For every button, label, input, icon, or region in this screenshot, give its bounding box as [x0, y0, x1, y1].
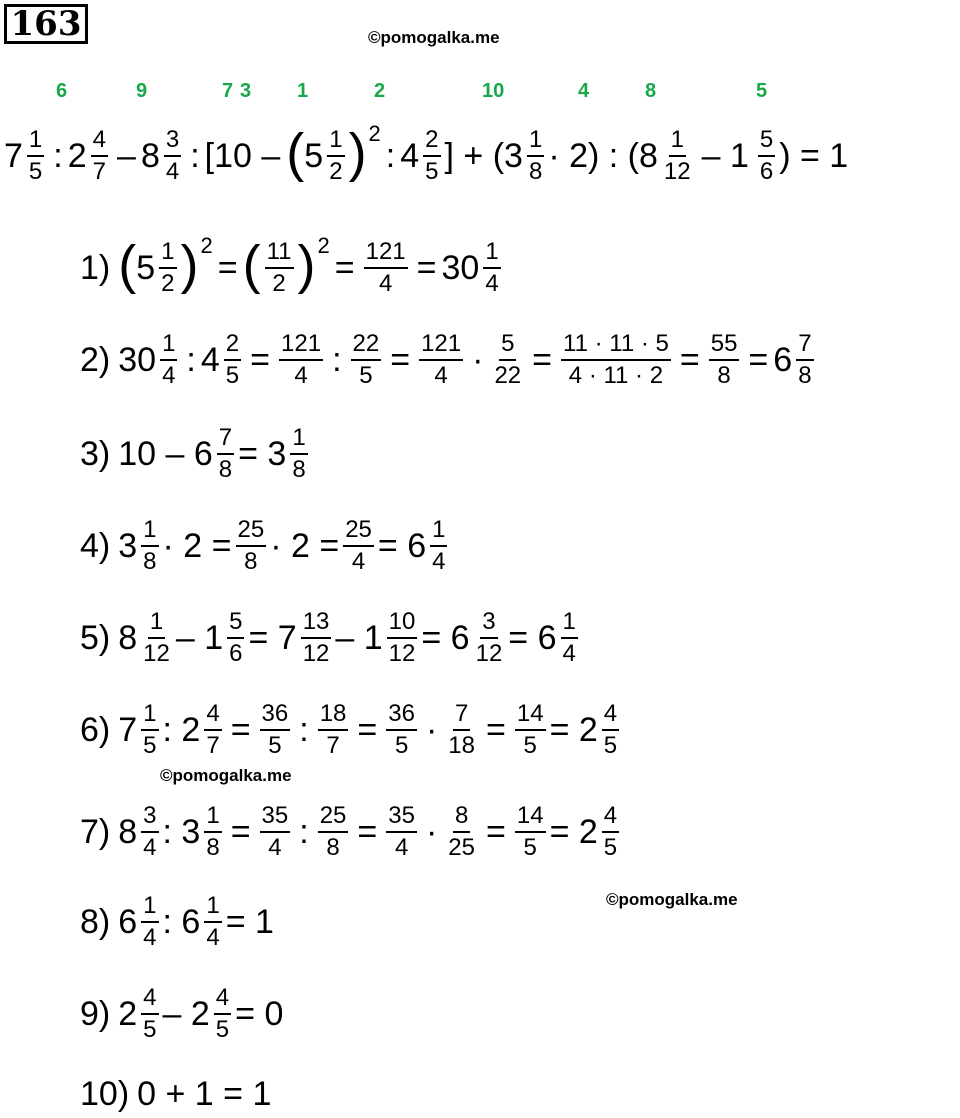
step-term: = 6 [508, 618, 557, 657]
expr-bracket: [10 – [204, 136, 281, 175]
equals-sign: = [217, 248, 238, 287]
fraction-numerator: 36 [386, 702, 417, 731]
exponent: 2 [368, 121, 381, 146]
fraction-denominator: 8 [292, 456, 306, 483]
equals-sign: = [334, 248, 355, 287]
fraction-numerator: 3 [164, 128, 181, 157]
fraction-numerator: 11 · 11 · 5 [561, 332, 671, 361]
fraction-denominator: 6 [229, 640, 243, 667]
step-term: 5 [136, 248, 156, 287]
fraction-denominator: 5 [143, 1016, 157, 1043]
fraction-numerator: 36 [260, 702, 291, 731]
step-7 [80, 790, 623, 874]
fraction-denominator: 12 [143, 640, 170, 667]
step-10 [80, 1070, 271, 1118]
fraction-numerator: 121 [279, 332, 323, 361]
fraction-numerator: 121 [364, 240, 408, 269]
equals-sign: = [486, 710, 506, 749]
left-paren: ( [242, 235, 261, 295]
fraction-denominator: 6 [759, 158, 774, 185]
colon-sign: : [186, 340, 196, 379]
fraction-numerator: 7 [453, 702, 470, 731]
equals-sign: = [230, 812, 251, 851]
fraction-denominator: 4 [485, 270, 499, 297]
fraction-numerator: 1 [141, 894, 158, 923]
step-label: 10) [80, 1074, 130, 1113]
step-6 [80, 688, 623, 772]
fraction-denominator: 5 [425, 158, 439, 185]
step-term: : 2 [162, 710, 201, 749]
fraction-numerator: 55 [709, 332, 740, 361]
fraction-denominator: 4 [394, 834, 409, 861]
step-term: = 3 [238, 434, 287, 473]
step-term: 6 [118, 902, 138, 941]
fraction-numerator: 4 [91, 128, 108, 157]
colon-sign: : [299, 812, 309, 851]
fraction-denominator: 4 [143, 834, 157, 861]
right-paren: ) [180, 235, 199, 295]
step-term: = 2 [549, 710, 598, 749]
fraction-denominator: 2 [329, 158, 343, 185]
fraction-numerator: 5 [758, 128, 775, 157]
fraction-denominator: 8 [143, 548, 157, 575]
fraction-numerator: 1 [327, 128, 344, 157]
equals-sign: = [748, 340, 769, 379]
step-4 [80, 504, 451, 588]
right-paren: ) [297, 235, 316, 295]
fraction-denominator: 5 [603, 834, 618, 861]
colon-sign: : [332, 340, 342, 379]
task-number-badge: 163 [4, 4, 88, 44]
equals-sign: = [357, 710, 378, 749]
fraction-denominator: 8 [326, 834, 340, 861]
equals-sign: = [679, 340, 700, 379]
expr-result: ) = 1 [779, 136, 849, 175]
fraction-denominator: 7 [92, 158, 107, 185]
step-3 [80, 412, 312, 496]
step-term: 30 [118, 340, 157, 379]
fraction-numerator: 1 [204, 804, 221, 833]
right-paren: ) [348, 123, 367, 183]
step-8 [80, 880, 274, 964]
fraction-denominator: 8 [218, 456, 233, 483]
expr-term: 7 [4, 136, 23, 175]
step-term: 8 [118, 812, 138, 851]
expr-operator: : [190, 136, 200, 175]
fraction-denominator: 8 [717, 362, 731, 389]
step-term: = 7 [248, 618, 297, 657]
fraction-denominator: 4 [165, 158, 180, 185]
step-term: : 6 [162, 902, 201, 941]
fraction-numerator: 14 [515, 804, 546, 833]
step-5 [80, 596, 582, 680]
expr-operator: – [117, 136, 136, 175]
fraction-numerator: 2 [423, 128, 440, 157]
fraction-denominator: 2 [272, 270, 286, 297]
fraction-denominator: 12 [475, 640, 503, 667]
fraction-denominator: 12 [388, 640, 416, 667]
fraction-denominator: 4 [268, 834, 282, 861]
step-term: : 3 [162, 812, 201, 851]
step-term: = 0 [235, 994, 284, 1033]
fraction-numerator: 8 [453, 804, 470, 833]
main-expression [4, 106, 848, 206]
equals-sign: = [250, 340, 271, 379]
step-label: 3) [80, 434, 111, 473]
order-mark: 1 [297, 80, 309, 102]
fraction-denominator: 4 [206, 924, 220, 951]
fraction-numerator: 1 [141, 518, 158, 547]
order-mark: 5 [756, 80, 768, 102]
fraction-denominator: 5 [603, 732, 618, 759]
fraction-denominator: 4 [294, 362, 308, 389]
fraction-numerator: 14 [515, 702, 546, 731]
fraction-denominator: 7 [326, 732, 340, 759]
fraction-denominator: 8 [798, 362, 812, 389]
fraction-denominator: 4 [434, 362, 448, 389]
fraction-numerator: 7 [217, 426, 234, 455]
expr-bracket: ] + (3 [444, 136, 523, 175]
fraction-denominator: 4 [351, 548, 366, 575]
watermark-middle: ©pomogalka.me [160, 766, 292, 785]
fraction-denominator: 7 [206, 732, 220, 759]
fraction-denominator: 12 [663, 158, 691, 185]
fraction-denominator: 25 [448, 834, 475, 861]
fraction-denominator: 5 [394, 732, 409, 759]
fraction-numerator: 1 [159, 240, 176, 269]
expr-operator: : [53, 136, 63, 175]
step-label: 4) [80, 526, 111, 565]
fraction-denominator: 5 [523, 834, 537, 861]
fraction-denominator: 4 [562, 640, 576, 667]
step-label: 6) [80, 710, 111, 749]
dot-sign: · [425, 812, 438, 851]
equals-sign: = [357, 812, 378, 851]
step-label: 1) [80, 248, 111, 287]
left-paren: ( [286, 123, 305, 183]
fraction-numerator: 35 [260, 804, 291, 833]
step-term: 3 [118, 526, 138, 565]
step-label: 7) [80, 812, 111, 851]
step-9 [80, 972, 283, 1056]
step-term: · 2 = [162, 526, 232, 565]
expr-term: 4 [400, 136, 420, 175]
step-1 [80, 226, 505, 310]
fraction-numerator: 1 [527, 128, 544, 157]
expr-bracket: · 2) : (8 [548, 136, 658, 175]
step-term: – 2 [162, 994, 210, 1033]
fraction-denominator: 4 [162, 362, 176, 389]
fraction-numerator: 1 [290, 426, 307, 455]
equals-sign: = [532, 340, 553, 379]
left-paren: ( [118, 235, 137, 295]
expr-term: 2 [67, 136, 87, 175]
fraction-numerator: 3 [141, 804, 158, 833]
step-term: 8 [118, 618, 138, 657]
fraction-numerator: 18 [318, 702, 349, 731]
exponent: 2 [317, 233, 330, 258]
fraction-denominator: 5 [359, 362, 373, 389]
fraction-numerator: 1 [27, 128, 44, 157]
fraction-numerator: 121 [419, 332, 463, 361]
fraction-numerator: 11 [265, 240, 294, 269]
dot-sign: · [425, 710, 438, 749]
fraction-numerator: 7 [796, 332, 813, 361]
expr-term: 5 [304, 136, 324, 175]
fraction-numerator: 10 [387, 610, 418, 639]
step-term: – 1 [175, 618, 224, 657]
fraction-denominator: 8 [244, 548, 258, 575]
fraction-numerator: 3 [480, 610, 497, 639]
order-mark: 9 [136, 80, 148, 102]
equals-sign: = [486, 812, 506, 851]
fraction-denominator: 5 [523, 732, 537, 759]
fraction-numerator: 4 [602, 804, 619, 833]
step-2 [80, 318, 818, 402]
step-term: = 6 [421, 618, 470, 657]
equals-sign: = [390, 340, 411, 379]
colon-sign: : [299, 710, 309, 749]
fraction-denominator: 12 [302, 640, 330, 667]
expr-operator: : [385, 136, 396, 175]
expr-term: 8 [140, 136, 160, 175]
fraction-denominator: 5 [268, 732, 282, 759]
fraction-denominator: 5 [28, 158, 43, 185]
fraction-numerator: 1 [669, 128, 686, 157]
step-label: 8) [80, 902, 111, 941]
exponent: 2 [200, 233, 213, 258]
equals-sign: = [416, 248, 437, 287]
fraction-denominator: 4 · 11 · 2 [568, 362, 664, 389]
fraction-numerator: 1 [141, 702, 158, 731]
fraction-numerator: 1 [148, 610, 165, 639]
order-mark: 2 [374, 80, 386, 102]
fraction-numerator: 35 [386, 804, 417, 833]
dot-sign: · [472, 340, 484, 379]
order-mark: 6 [56, 80, 68, 102]
order-mark: 3 [240, 80, 252, 102]
order-mark: 10 [482, 80, 505, 102]
fraction-denominator: 4 [378, 270, 393, 297]
fraction-numerator: 25 [318, 804, 349, 833]
step-term: 10 – 6 [118, 434, 213, 473]
fraction-numerator: 5 [227, 610, 244, 639]
watermark-top: ©pomogalka.me [368, 28, 500, 47]
fraction-numerator: 13 [301, 610, 332, 639]
step-term: = 6 [377, 526, 427, 565]
fraction-denominator: 8 [528, 158, 543, 185]
fraction-numerator: 4 [204, 702, 221, 731]
watermark-bottom: ©pomogalka.me [606, 890, 738, 909]
fraction-numerator: 1 [561, 610, 578, 639]
order-mark: 7 [222, 80, 234, 102]
fraction-numerator: 1 [483, 240, 500, 269]
fraction-numerator: 22 [351, 332, 382, 361]
step-term: 0 + 1 = 1 [137, 1074, 272, 1113]
fraction-denominator: 22 [494, 362, 522, 389]
fraction-denominator: 4 [432, 548, 446, 575]
fraction-numerator: 4 [214, 986, 231, 1015]
fraction-denominator: 4 [143, 924, 157, 951]
step-term: 7 [118, 710, 138, 749]
fraction-numerator: 5 [499, 332, 516, 361]
step-label: 2) [80, 340, 111, 379]
fraction-numerator: 1 [204, 894, 221, 923]
expr-operator: – 1 [701, 136, 749, 175]
order-mark: 8 [645, 80, 657, 102]
fraction-denominator: 8 [206, 834, 220, 861]
fraction-denominator: 5 [215, 1016, 230, 1043]
fraction-numerator: 1 [160, 332, 177, 361]
fraction-numerator: 4 [141, 986, 158, 1015]
fraction-denominator: 5 [143, 732, 157, 759]
fraction-denominator: 18 [448, 732, 475, 759]
step-term: – 1 [335, 618, 383, 657]
fraction-numerator: 25 [343, 518, 374, 547]
step-label: 9) [80, 994, 111, 1033]
step-term: 30 [441, 248, 480, 287]
step-term: 2 [118, 994, 138, 1033]
step-term: = 1 [225, 902, 274, 941]
step-term: = 2 [549, 812, 598, 851]
step-term: 4 [200, 340, 220, 379]
order-mark: 4 [578, 80, 590, 102]
equals-sign: = [230, 710, 251, 749]
fraction-denominator: 5 [225, 362, 240, 389]
step-label: 5) [80, 618, 111, 657]
fraction-numerator: 25 [236, 518, 267, 547]
step-term: 6 [773, 340, 793, 379]
fraction-numerator: 1 [430, 518, 447, 547]
fraction-numerator: 4 [602, 702, 619, 731]
fraction-numerator: 2 [224, 332, 241, 361]
fraction-denominator: 2 [161, 270, 175, 297]
step-term: · 2 = [270, 526, 340, 565]
